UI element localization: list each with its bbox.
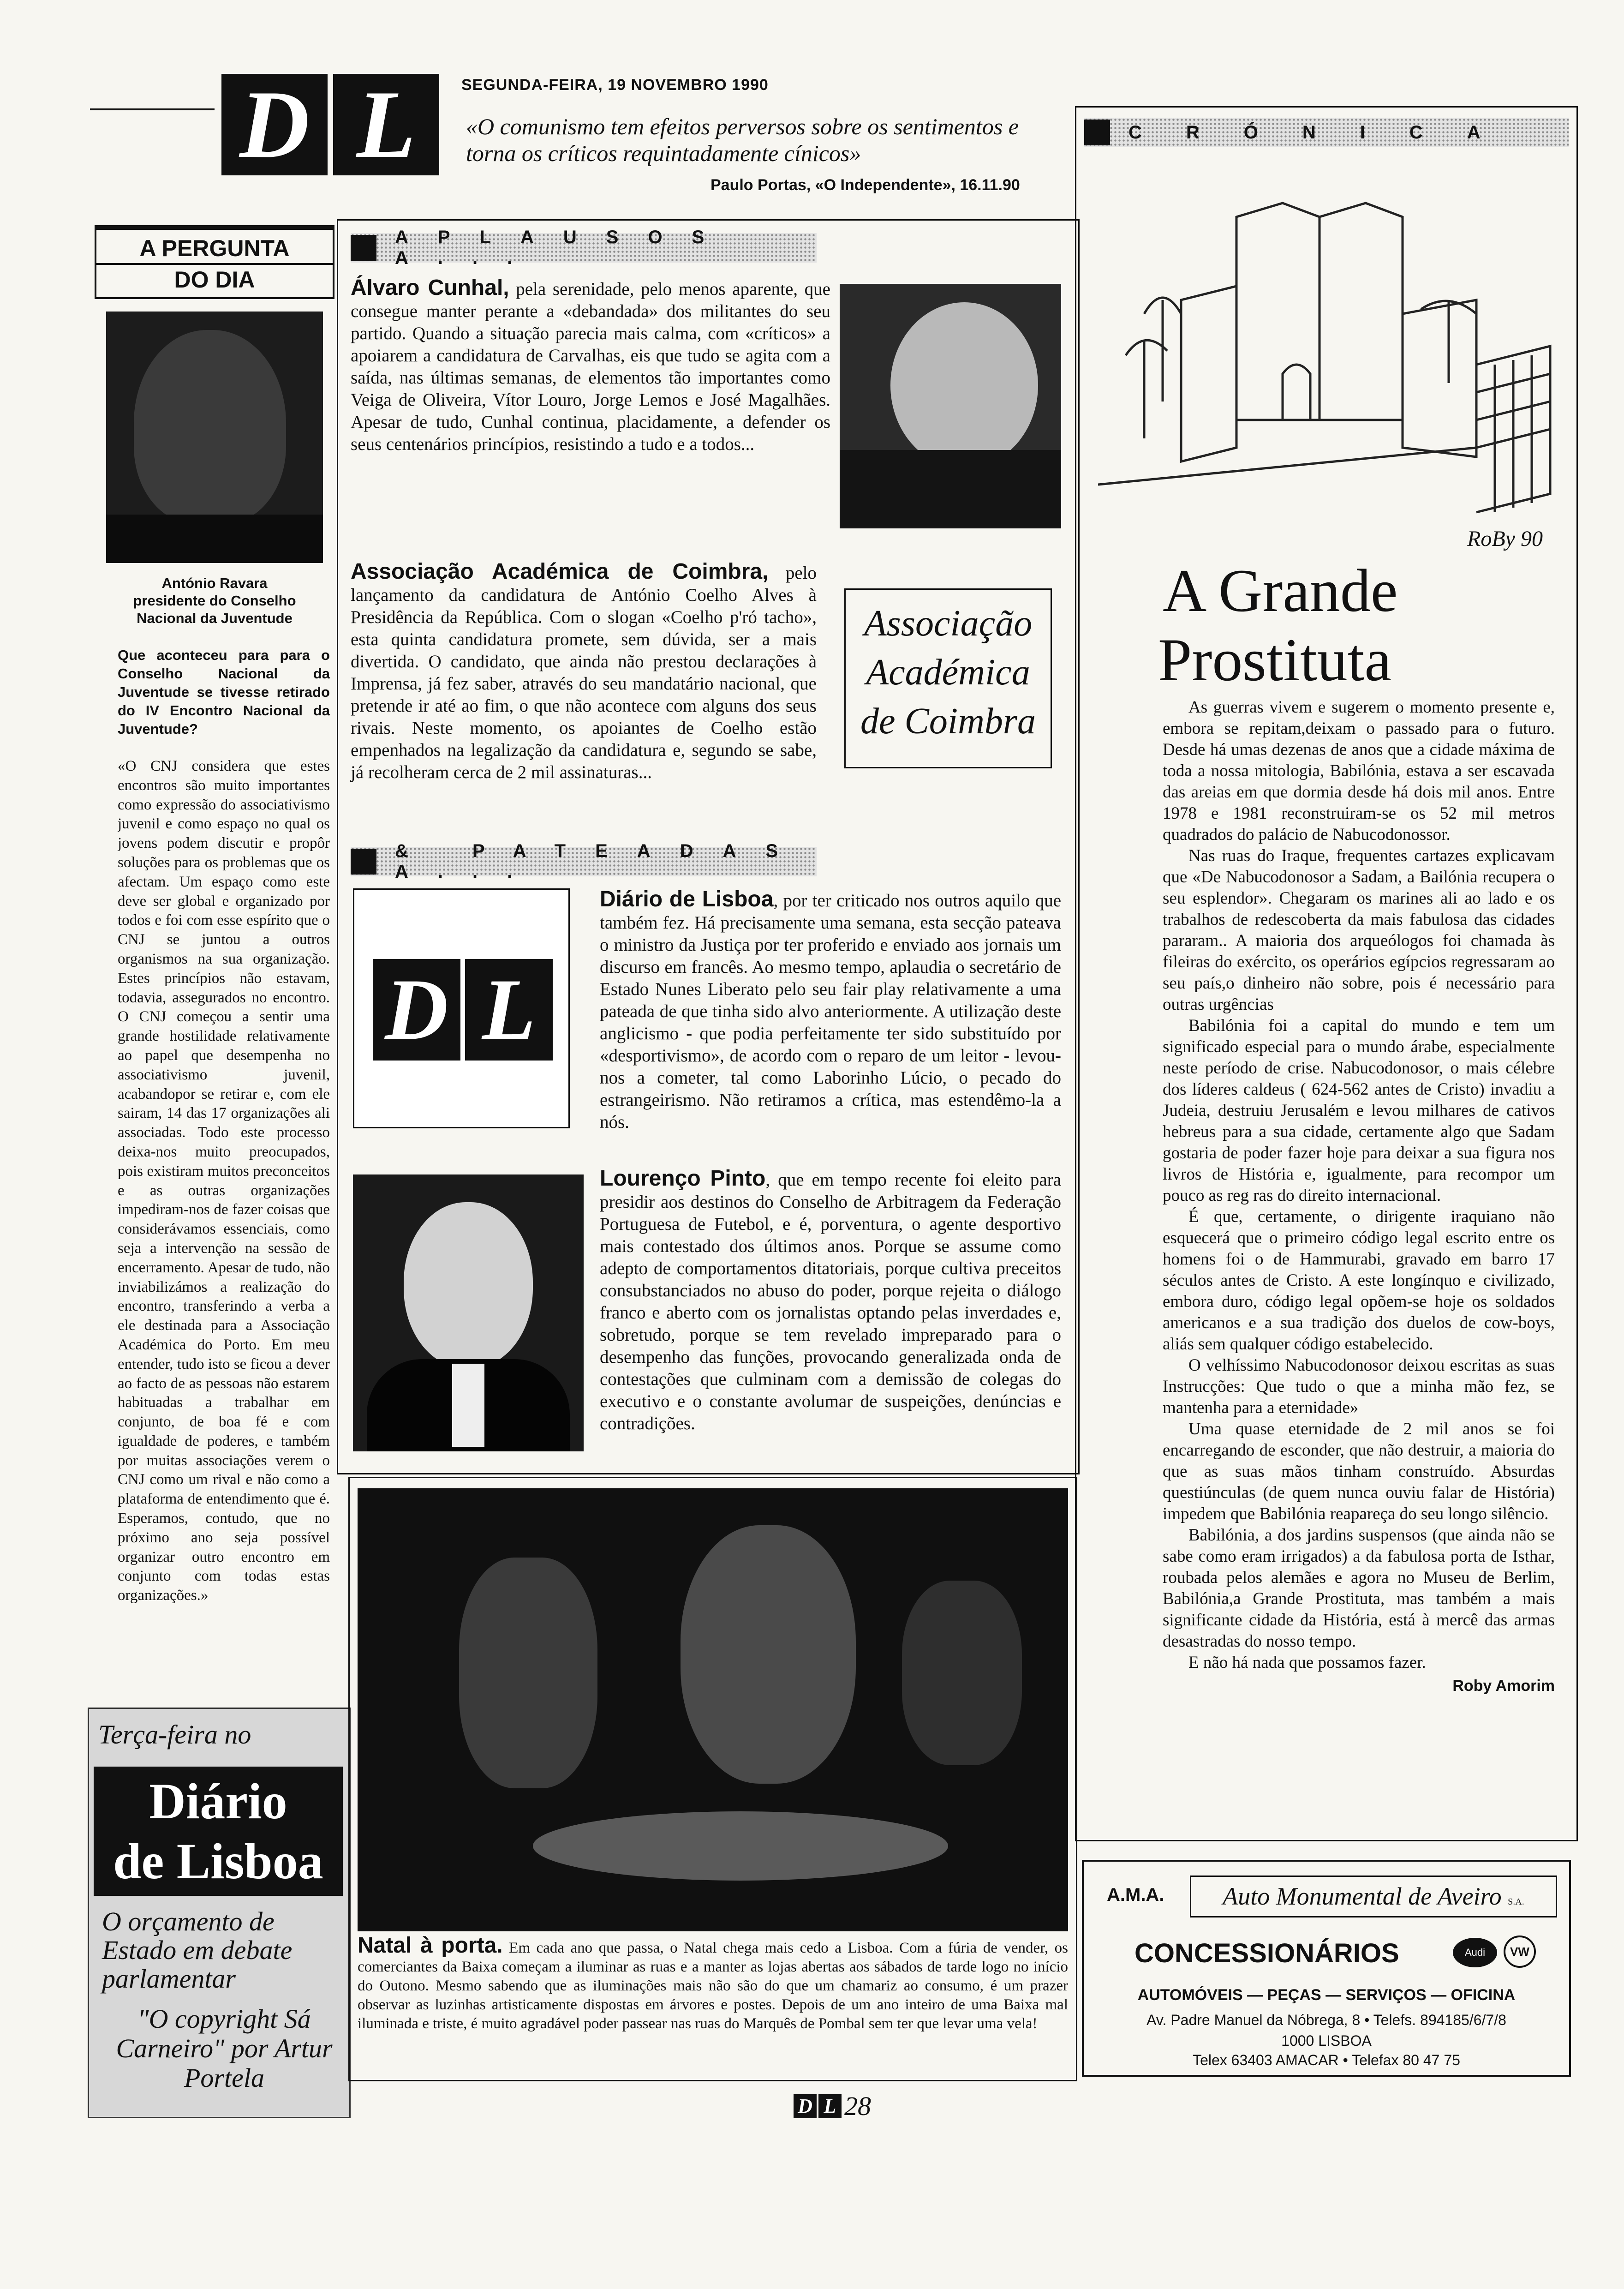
promo-paper-name bbox=[94, 1767, 343, 1896]
pergunta-title-line1: A PERGUNTA bbox=[139, 235, 290, 261]
page-number: 28 bbox=[844, 2091, 871, 2121]
audi-badge: Audi bbox=[1453, 1938, 1497, 1967]
logo-letter-l: L bbox=[333, 74, 439, 175]
ama-brand-script-box bbox=[1190, 1876, 1557, 1917]
natal-caption bbox=[358, 1933, 1068, 2033]
pergunta-question: Que aconteceu para para o Conselho Nacional da Juventude se tivesse retirado do IV Encontro Nacional da Juventude? bbox=[118, 647, 330, 737]
header-quote-source: Paulo Portas, «O Independente», 16.11.90 bbox=[710, 176, 1020, 194]
lourenco-text: , que em tempo recente foi eleito para presidir aos destinos do Conselho de Arbitragem da Federação Portuguesa de Futebol, e é, porventura, o agente desportivo mais contestado dos últimos anos. Porque se assume como adepto de comportamentos ditatoriais, porque cultiva preceitos consubstanciados no abuso do poder, porque rejeita o diálogo franco e aberto com os jornalistas optando pelas inverdades e, sobretudo, porque se tem revelado impreparado para o desempenho das funções, provocando generalizada onda de contestações que culminam com a demissão de colegas do executivo e o constante avolumar de suspeições, denúncias e contradições. bbox=[600, 1170, 1061, 1433]
cronica-body bbox=[1163, 697, 1555, 1696]
pateadas-item-lourenco bbox=[600, 1168, 1061, 1435]
pateadas-band-label: & PATEADAS A... bbox=[395, 841, 808, 882]
cronica-band bbox=[1084, 118, 1569, 147]
pateadas-band bbox=[351, 841, 817, 882]
natal-photo bbox=[358, 1488, 1068, 1931]
pergunta-title-line2: DO DIA bbox=[174, 267, 255, 293]
aplausos-item-cunhal bbox=[351, 277, 830, 455]
ravara-name: António Ravara bbox=[161, 575, 268, 591]
academica-logo-box bbox=[844, 588, 1052, 768]
academica-logo-line2: Académica bbox=[866, 652, 1030, 693]
academica-text: pelo lançamento da candidatura de António Coelho Alves à Presidência da República. Com o slogan «Coelho p'ró tacho», esta quinta candidatura promete, sem dúvida, ser a mais divertida. O candidato, que ainda não prestou declarações à Imprensa, já fez saber, através do seu mandatário nacional, que pretende ir até ao fim, o que não acontece com alguns dos seus rivais. Neste momento, os apoiantes de Coelho estão empenhados na legalização da candidatura e, segundo se sabe, já recolheram cerca de 2 mil assinaturas... bbox=[351, 563, 817, 782]
promo-intro: Terça-feira no bbox=[98, 1720, 251, 1750]
cronica-author: Roby Amorim bbox=[1452, 1677, 1555, 1695]
pergunta-title-box bbox=[95, 225, 334, 299]
pergunta-answer: «O CNJ considera que estes encontros são muito importantes como expressão do associativismo juvenil e como espaço no qual os jovens podem discutir e propôr soluções para os problemas que os afectam. Um espaço como este deve ser global e organizado por todos e foi com esse espírito que o CNJ se juntou a outros organismos na sua organização. Estes princípios não estavam, todavia, assegurados no encontro. O CNJ começou a sentir uma grande hostilidade relativamente ao papel que desempenha no associativismo juvenil, acabandopor se retirar e, com ele sairam, 14 das 17 organizações ali associadas. Todo este processo deixa-nos muito preocupados, pois existiram muitos preconceitos e as outras organizações impediram-nos de fazer coisas que considerávamos essenciais, como seja a intervenção na sessão de encerramento. Apesar de tudo, não inviabilizámos a realização do encontro, transferindo a verba a ele destinada para a Associação Académica do Porto. Em meu entender, tudo isto se ficou a dever ao facto de as pessoas não estarem habituadas a trabalhar em conjunto, de boa fé e com igualdade de poderes, e também por muitas associações verem o CNJ como um rival e não como a plataforma de entendimento que é. Esperamos, contudo, que no próximo ano seja possível organizar outro encontro em conjunto com todas estas organizações.» bbox=[118, 758, 330, 1604]
cronica-paragraph: O velhíssimo Nabucodonosor deixou escritas as suas Instrucções: Que tudo o que a minha mão fez, se mantenha para a eternidade» bbox=[1163, 1356, 1555, 1417]
ama-ad[interactable] bbox=[1082, 1860, 1571, 2077]
cronica-title bbox=[1158, 556, 1398, 695]
cronica-paragraph: Nas ruas do Iraque, frequentes cartazes explicavam que «De Nabucodonosor a Sadam, a Bailónia recupera o seu esplendor». Chegaram os marines ali ao lado e os trabalhos de redescoberta da mais fabulosa das cidades pararam.. A maioria dos arqueólogos foi chamada às fileiras do exército, os operários egípcios regressaram ao seu país,o dinheiro não sobre, pois é necessário para outras urgências bbox=[1163, 846, 1555, 1014]
pergunta-title-rule bbox=[96, 263, 333, 265]
aplausos-band-label: APLAUSOS A... bbox=[395, 227, 734, 268]
lourenco-name: Lourenço Pinto bbox=[600, 1166, 766, 1191]
dl-text: , por ter criticado nos outros aquilo que também fez. Há precisamente uma semana, esta secção pateava o ministro da Justiça por ter proferido e enviado aos jornais um discurso em francês. Ao mesmo tempo, aplaudia o secretário de Estado Nunes Liberato pelo seu fair play relativamente a uma pateada de que tinha sido alvo anteriormente. A utilização deste anglicismo - que podia perfeitamente ter sido substituído por «desportivismo», de acordo com o reparo de um leitor - levou-nos a cometer, tal como Laborinho Lúcio, o pecado do estrangeirismo. Não retiramos a crítica, mas estendêmo-la a nós. bbox=[600, 891, 1062, 1132]
logo-letter-d: D bbox=[221, 74, 328, 175]
natal-text: Em cada ano que passa, o Natal chega mais cedo a Lisboa. Com a fúria de vender, os comerciantes da Baixa começam a iluminar as ruas e a manter as lojas abertas aos sábados de tarde logo no início do Outono. Mesmo sabendo que as iluminações mais não são do que um chamariz ao consumo, é um prazer observar as luzinhas artisticamente dispostas em árvores e postes. Depois de um ano inteiro de uma Baixa mal iluminada e triste, é muito agradável poder passear nas ruas do Marquês de Pombal sem ter que levar uma vela! bbox=[358, 1940, 1068, 2032]
cunhal-name: Álvaro Cunhal, bbox=[351, 276, 509, 300]
ama-brand-short: A.M.A. bbox=[1107, 1885, 1164, 1905]
cronica-paragraph: Babilónia, a dos jardins suspensos (que ainda não se sabe como eram irrigados) a da fabulosa porta de Isthar, roubada pelos alemães e agora no Museu de Berlim, Babilónia,a Grande Prostituta, mas também a mais significante cidade da História, está à mercê das armas desastradas do nosso tempo. bbox=[1163, 1526, 1555, 1651]
cunhal-photo bbox=[840, 284, 1061, 528]
header-rule bbox=[90, 108, 215, 110]
aplausos-band bbox=[351, 227, 817, 268]
ama-address: Av. Padre Manuel da Nóbrega, 8 • Telefs. 894185/6/7/8 bbox=[1146, 2012, 1506, 2028]
ama-city: 1000 LISBOA bbox=[1281, 2032, 1372, 2049]
page-footer bbox=[794, 2091, 871, 2121]
promo-item-2: "O copyright Sá Carneiro" por Artur Portela bbox=[116, 2004, 333, 2093]
masthead-logo bbox=[221, 71, 443, 178]
footer-logo: D L bbox=[794, 2094, 842, 2118]
dl-name: Diário de Lisboa bbox=[600, 887, 774, 911]
pateadas-item-dl bbox=[600, 888, 1061, 1133]
ama-headline: CONCESSIONÁRIOS bbox=[1134, 1938, 1399, 1968]
date-line: SEGUNDA-FEIRA, 19 NOVEMBRO 1990 bbox=[461, 76, 769, 94]
natal-title: Natal à porta. bbox=[358, 1933, 503, 1958]
ravara-caption bbox=[102, 575, 328, 627]
cunhal-text: pela serenidade, pelo menos aparente, que consegue manter perante a «debandada» dos militantes do seu partido. Quando a situação parecia mais calma, com «críticos» a apoiarem a candidatura de Carvalhas, eis que tudo se agita com a saída, nas últimas semanas, de elementos tão importantes como Veiga de Oliveira, Vítor Louro, Jorge Lemos e José Magalhães. Apesar de tudo, Cunhal continua, placidamente, a defender os seus centenários princípios, resistindo a tudo e a todos... bbox=[351, 279, 830, 454]
ravara-role: presidente do Conselho Nacional da Juventude bbox=[133, 593, 296, 626]
ama-services: AUTOMÓVEIS — PEÇAS — SERVIÇOS — OFICINA bbox=[1137, 1986, 1516, 2004]
cronica-paragraph: Babilónia foi a capital do mundo e tem um significado especial para o mundo árabe, especialmente neste período de crise. Nabucodonosor, o mais célebre dos líderes caldeus ( 624-562 antes de Cristo) invadiu a Judeia, destruiu Jerusalém e levou milhares de cativos hebreus para a sua cidade, certamente algo que Sadam gostaria de poder fazer hoje para deixar a sua figura nos livros de História e, igualmente, para recompor um pouco as reg ras do direito internacional. bbox=[1163, 1016, 1555, 1205]
cronica-title-line1: A Grande bbox=[1163, 557, 1398, 624]
aplausos-item-academica bbox=[351, 561, 817, 784]
cronica-band-label: CRÓNICA bbox=[1128, 122, 1525, 143]
promo-item-1: O orçamento de Estado em debate parlamentar bbox=[102, 1906, 293, 1994]
academica-logo-line3: de Coimbra bbox=[860, 701, 1036, 742]
babylon-drawing bbox=[1098, 162, 1559, 526]
vw-badge: VW bbox=[1504, 1935, 1536, 1968]
cronica-title-line2: Prostituta bbox=[1158, 626, 1392, 694]
promo-box bbox=[88, 1708, 351, 2118]
dl-logo: D L bbox=[373, 959, 553, 1061]
cronica-paragraph: Uma quase eternidade de 2 mil anos se foi encarregando de esconder, que não destruir, a maioria do que as suas mãos tinham construído. Absurdas questiúnculas (de quem nunca ouviu falar de História) impedem que Babilónia reapareça do seu longo silêncio. bbox=[1163, 1420, 1555, 1523]
ama-brand-suffix: S.A. bbox=[1508, 1897, 1524, 1907]
ama-brand-script: Auto Monumental de Aveiro bbox=[1223, 1882, 1502, 1910]
cronica-paragraph: As guerras vivem e sugerem o momento presente e, embora se repitam,deixam o passado para o futuro. Desde há umas dezenas de anos que a cidade máxima de toda a nossa mitologia, Babilónia, estava a ser escavada das areias em que dormia desde há dois mil anos. Entre 1978 e 1981 reconstruiram-se os 52 mil metros quadrados do palácio de Nabucodonossor. bbox=[1163, 698, 1555, 844]
ama-telex: Telex 63403 AMACAR • Telefax 80 47 75 bbox=[1193, 2052, 1460, 2068]
drawing-signature: RoBy 90 bbox=[1467, 527, 1543, 551]
cronica-paragraph: E não há nada que possamos fazer. bbox=[1188, 1653, 1426, 1672]
ravara-photo bbox=[106, 312, 323, 563]
cronica-paragraph: É que, certamente, o dirigente iraquiano não esquecerá que o primeiro código legal escrito entre os homens foi o de Hammurabi, gravado em barro 17 séculos antes de Cristo. A este longínquo e civilizado, embora duro, código legal opõem-se hoje os soldados americanos e a sua tradição dos duelos de cow-boys, aliás sem qualquer código estabelecido. bbox=[1163, 1207, 1555, 1354]
dl-logo-box bbox=[353, 888, 570, 1128]
header-quote: «O comunismo tem efeitos perversos sobre os sentimentos e torna os críticos requintadamente cínicos» bbox=[466, 114, 1019, 166]
promo-paper-line2: de Lisboa bbox=[113, 1833, 323, 1889]
academica-name: Associação Académica de Coimbra, bbox=[351, 559, 769, 584]
academica-logo-line1: Associação bbox=[864, 603, 1033, 644]
lourenco-photo bbox=[353, 1174, 584, 1451]
promo-paper-line1: Diário bbox=[149, 1773, 287, 1829]
